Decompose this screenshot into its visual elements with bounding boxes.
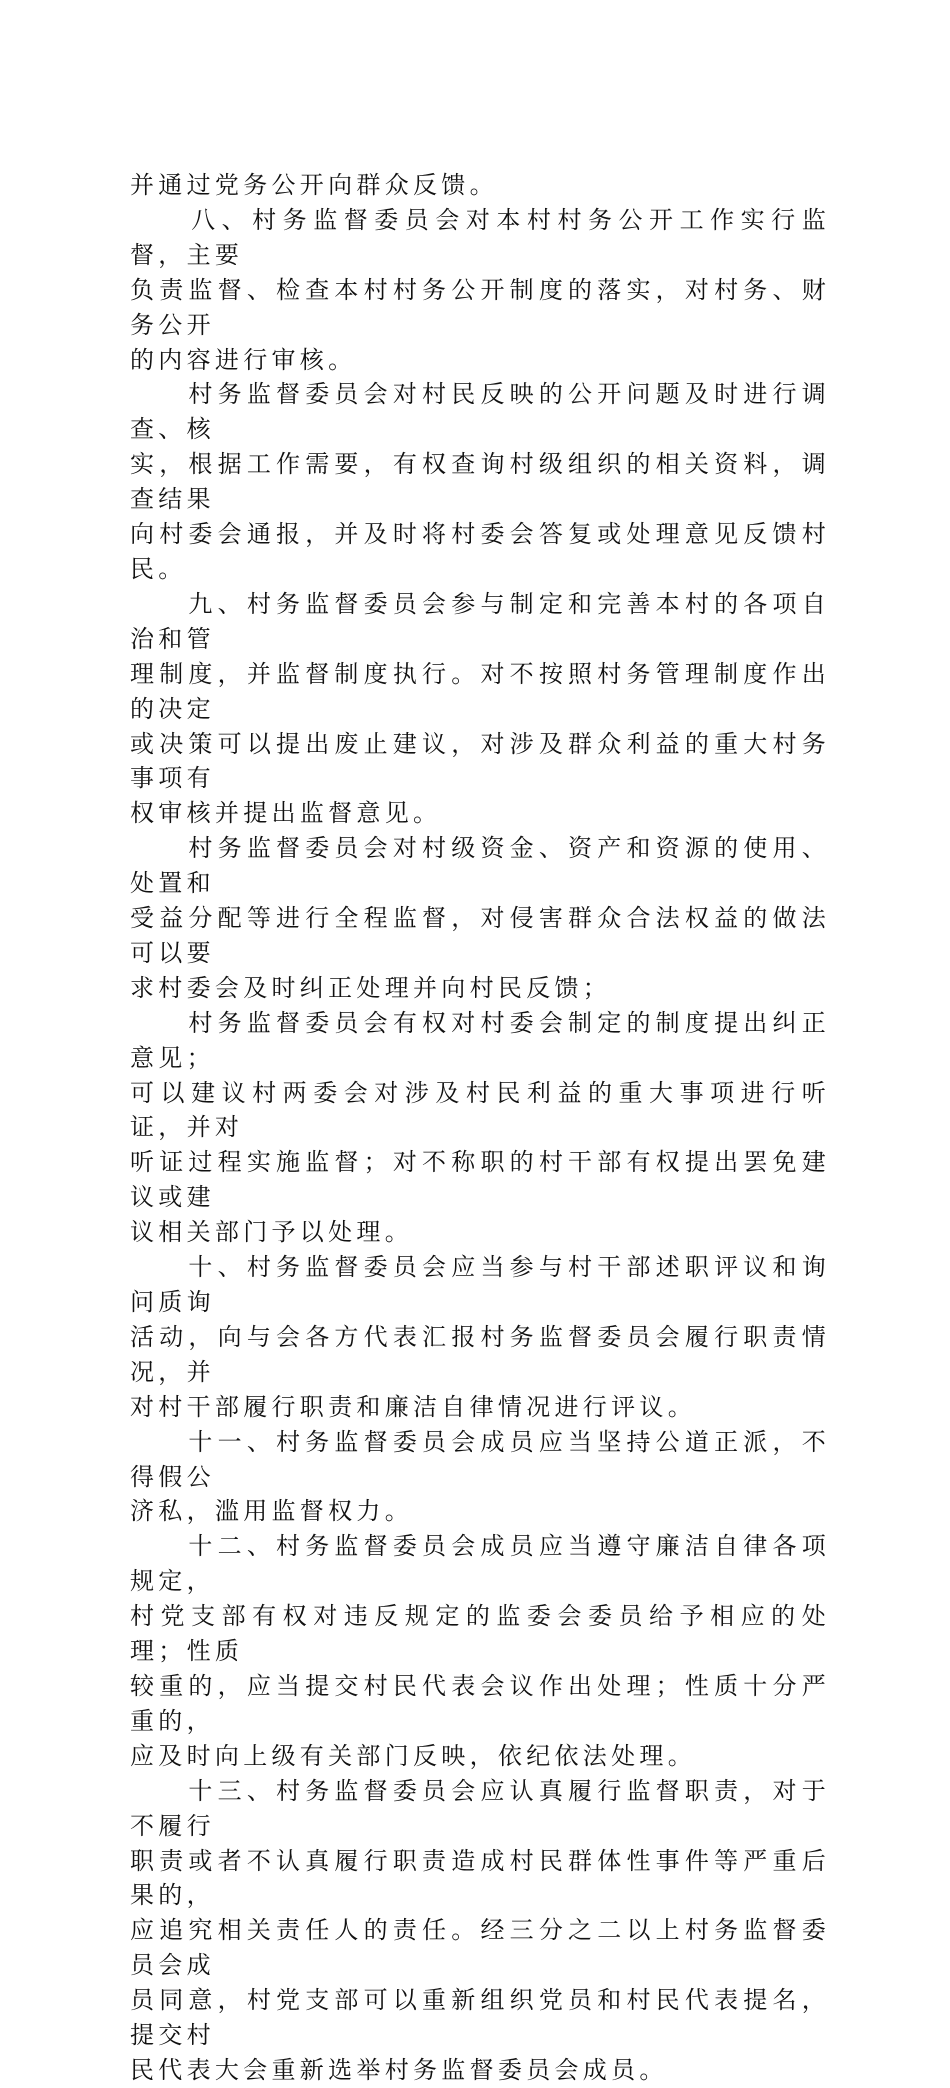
paragraph-article-9-funds: 村务监督委员会对村级资金、资产和资源的使用、处置和 受益分配等进行全程监督，对侵害群众合法权益的做法可以要 求村委会及时纠正处理并向村民反馈； [130,834,830,1002]
paragraph-article-8: 八、村务监督委员会对本村村务公开工作实行监督，主要 负责监督、检查本村村务公开制度的落实，对村务、财务公开 的内容进行审核。 [130,205,830,374]
paragraph-continuation: 并通过党务公开向群众反馈。 [130,171,498,199]
paragraph-article-12: 十二、村务监督委员会成员应当遵守廉洁自律各项规定， 村党支部有权对违反规定的监委会委员给予相应的处理；性质 较重的，应当提交村民代表会议作出处理；性质十分严重的， 应及时向上级有关部门反映，依纪依法处理。 [130,1532,830,1770]
paragraph-article-13: 十三、村务监督委员会应认真履行监督职责，对于不履行 职责或者不认真履行职责造成村民群体性事件等严重后果的， 应追究相关责任人的责任。经三分之二以上村务监督委员会成 员同意，村党支部可以重新组织党员和村民代表提名，提交村 民代表大会重新选举村务监督委员会成员。 [130,1776,830,2084]
paragraph-article-8-investigation: 村务监督委员会对村民反映的公开问题及时进行调查、核 实，根据工作需要，有权查询村级组织的相关资料，调查结果 向村委会通报，并及时将村委会答复或处理意见反馈村民。 [130,380,830,583]
paragraph-article-11: 十一、村务监督委员会成员应当坚持公道正派，不得假公 济私，滥用监督权力。 [130,1427,830,1526]
paragraph-article-9: 九、村务监督委员会参与制定和完善本村的各项自治和管 理制度，并监督制度执行。对不按照村务管理制度作出的决定 或决策可以提出废止建议，对涉及群众利益的重大村务事项有 权审核并提出监督意见。 [130,589,830,828]
document-body [130,168,830,2088]
paragraph-article-10: 十、村务监督委员会应当参与村干部述职评议和询问质询 活动，向与会各方代表汇报村务监督委员会履行职责情况，并 对村干部履行职责和廉洁自律情况进行评议。 [130,1253,830,1421]
paragraph-article-9-rights: 村务监督委员会有权对村委会制定的制度提出纠正意见； 可以建议村两委会对涉及村民利益的重大事项进行听证，并对 听证过程实施监督；对不称职的村干部有权提出罢免建议或建 议相关部门予以处理。 [130,1008,830,1247]
